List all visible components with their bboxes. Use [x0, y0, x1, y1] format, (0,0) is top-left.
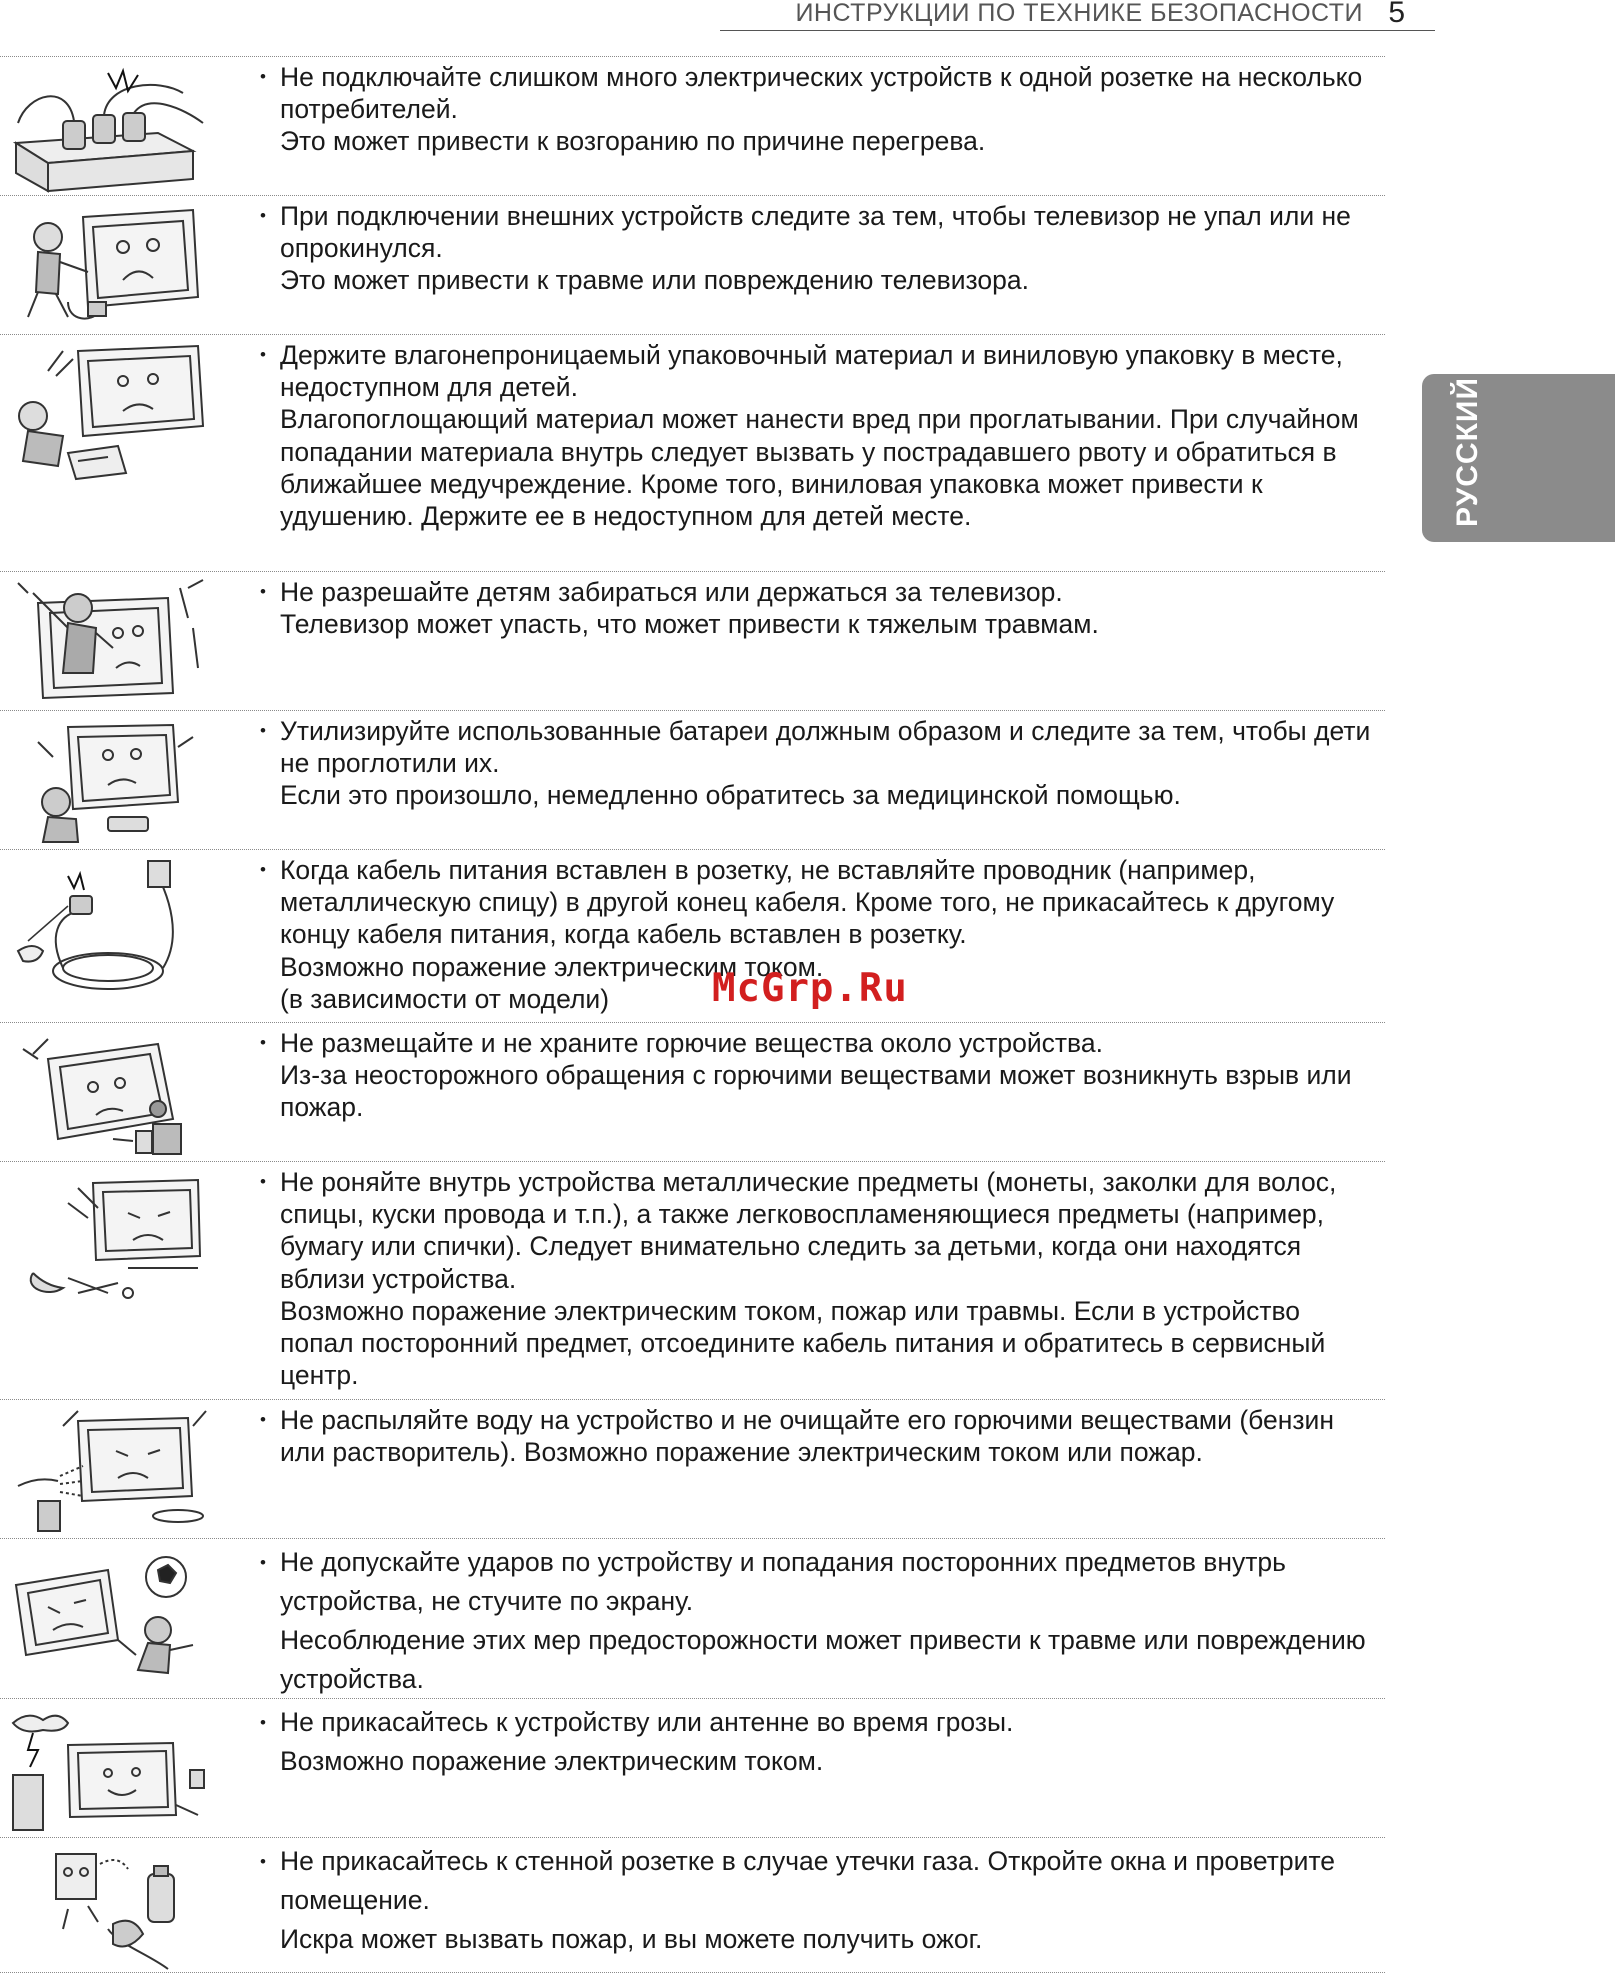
item-paragraph: (в зависимости от модели) [280, 983, 610, 1014]
safety-item [0, 195, 1385, 335]
item-paragraph: • Не распыляйте воду на устройство и не очищайте его горючими веществами (бензин или растворитель). Возможно поражение электрическим током или пожар. [264, 1404, 1379, 1468]
item-paragraph: • Не прикасайтесь к стенной розетке в случае утечки газа. Откройте окна и проветрите помещение. [264, 1842, 1379, 1920]
item-paragraph: • Когда кабель питания вставлен в розетку, не вставляйте проводник (например, металлическую спицу) в другой конец кабеля. Кроме того, не прикасайтесь к другому концу кабеля питания, когда кабель вставлен в розетку. [264, 854, 1379, 951]
ball-impact-icon [8, 1545, 208, 1685]
thunderstorm-icon [8, 1705, 208, 1835]
safety-item [0, 56, 1385, 196]
page-number: 5 [1388, 0, 1405, 29]
item-paragraph: Если это произошло, немедленно обратитесь за медицинской помощью. [280, 780, 1181, 811]
child-packaging-icon [8, 341, 208, 481]
safety-item [0, 1538, 1385, 1699]
metal-objects-icon [8, 1168, 208, 1308]
item-paragraph: • Не прикасайтесь к устройству или антенне во время грозы. [264, 1703, 1379, 1742]
safety-item [0, 849, 1385, 1023]
item-paragraph: Возможно поражение электрическим током. [280, 1746, 824, 1776]
safety-item [0, 1399, 1385, 1539]
tv-falling-icon [8, 202, 208, 332]
item-paragraph: Телевизор может упасть, что может привести к тяжелым травмам. [280, 609, 1099, 640]
item-paragraph: Возможно поражение электрическим током, пожар или травмы. Если в устройство попал посторонний предмет, отсоедините кабель питания и обратитесь в сервисный центр. [280, 1295, 1326, 1391]
item-paragraph: Возможно поражение электрическим током. [280, 951, 824, 982]
item-paragraph: • Не роняйте внутрь устройства металлические предметы (монеты, заколки для волос, спицы, куски провода и т.п.), а также легковоспламеняющиеся предметы (например, бумагу или спички). Следует внимательно следить за детьми, когда они находятся вблизи устройства. [264, 1166, 1379, 1295]
item-paragraph: Это может привести к травме или повреждению телевизора. [280, 265, 1029, 296]
safety-item [0, 1161, 1385, 1400]
item-paragraph: • Не размещайте и не храните горючие вещества около устройства. [264, 1027, 1379, 1059]
safety-item [0, 1698, 1385, 1838]
page-header [720, 0, 1435, 31]
item-paragraph: Несоблюдение этих мер предосторожности может привести к травме или повреждению устройства. [280, 1625, 1366, 1694]
item-paragraph: • Не подключайте слишком много электрических устройств к одной розетке на несколько потребителей. [264, 61, 1379, 125]
overloaded-outlet-icon [8, 63, 208, 193]
item-paragraph: • Держите влагонепроницаемый упаковочный материал и виниловую упаковку в месте, недоступном для детей. [264, 339, 1379, 403]
item-paragraph: Искра может вызвать пожар, и вы можете получить ожог. [280, 1924, 983, 1954]
item-paragraph: • Не разрешайте детям забираться или держаться за телевизор. [264, 576, 1379, 608]
item-paragraph: • Не допускайте ударов по устройству и попадания посторонних предметов внутрь устройства, не стучите по экрану. [264, 1543, 1379, 1621]
safety-item [0, 1837, 1385, 1973]
safety-item [0, 710, 1385, 850]
safety-item [0, 334, 1385, 572]
item-paragraph: • При подключении внешних устройств следите за тем, чтобы телевизор не упал или не опрокинулся. [264, 200, 1379, 264]
child-climbing-tv-icon [8, 578, 208, 708]
safety-item [0, 1022, 1385, 1162]
item-paragraph: Это может привести к возгоранию по причине перегрева. [280, 126, 986, 157]
flammable-substance-icon [8, 1029, 208, 1159]
header-title: ИНСТРУКЦИИ ПО ТЕХНИКЕ БЕЗОПАСНОСТИ [795, 0, 1363, 27]
bottom-divider [0, 1972, 1385, 1973]
water-spray-icon [8, 1406, 208, 1536]
item-paragraph: Из-за неосторожного обращения с горючими веществами может возникнуть взрыв или пожар. [280, 1060, 1352, 1123]
safety-item [0, 571, 1385, 711]
power-cable-icon [8, 856, 208, 996]
gas-leak-icon [8, 1844, 208, 1972]
item-paragraph: • Утилизируйте использованные батареи должным образом и следите за тем, чтобы дети не проглотили их. [264, 715, 1379, 779]
item-paragraph: Влагопоглощающий материал может нанести вред при проглатывании. При случайном попадании материала внутрь следует вызвать у пострадавшего рвоту и обратиться в ближайшее медучреждение. Кроме того, виниловая упаковка может привести к удушению. Держите ее в недоступном для детей месте. [280, 404, 1359, 532]
battery-child-icon [8, 717, 208, 847]
language-tab-label: РУССКИЙ [1451, 376, 1484, 528]
watermark: McGrp.Ru [712, 966, 908, 1011]
